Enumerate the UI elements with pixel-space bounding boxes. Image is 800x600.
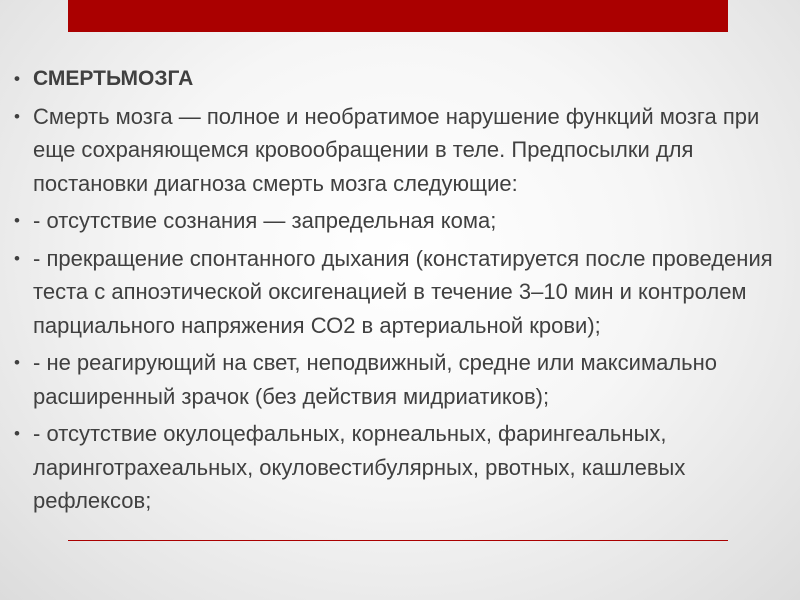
list-item-text: Смерть мозга — полное и необратимое нарушение функций мозга при еще сохраняющемся кровообращении в теле. Предпосылки для постановки диагноза смерть мозга следующие:: [33, 103, 760, 196]
bullet-icon: •: [14, 424, 20, 443]
bullet-icon: •: [14, 353, 20, 372]
bullet-icon: •: [14, 248, 20, 268]
bullet-icon: •: [14, 211, 20, 230]
list-item-pupil: [14, 346, 784, 413]
slide-content: [14, 62, 784, 522]
top-accent-bar: [68, 0, 728, 32]
bullet-list: [14, 62, 784, 518]
bullet-icon: •: [14, 69, 20, 88]
list-item-breathing: [14, 242, 784, 343]
list-item-definition: [14, 100, 784, 201]
list-item-consciousness: [14, 204, 784, 238]
list-item-text: - прекращение спонтанного дыхания (констатируется после проведения теста с апноэтической оксигенацией в течение 3–10 мин и контролем парциального напряжения СО2 в артериальной крови);: [33, 245, 773, 338]
heading-text: СМЕРТЬМОЗГА: [33, 67, 194, 90]
list-item-text: - отсутствие сознания — запредельная кома;: [33, 208, 497, 233]
list-item-reflexes: [14, 417, 784, 518]
list-item-text: - отсутствие окулоцефальных, корнеальных, фарингеальных, ларинготрахеальных, окуловестибулярных, рвотных, кашлевых рефлексов;: [33, 421, 686, 513]
slide-heading: [14, 62, 784, 96]
bullet-icon: •: [14, 106, 20, 126]
list-item-text: - не реагирующий на свет, неподвижный, средне или максимально расширенный зрачок (без действия мидриатиков);: [33, 350, 718, 409]
bottom-divider-line: [68, 540, 728, 541]
